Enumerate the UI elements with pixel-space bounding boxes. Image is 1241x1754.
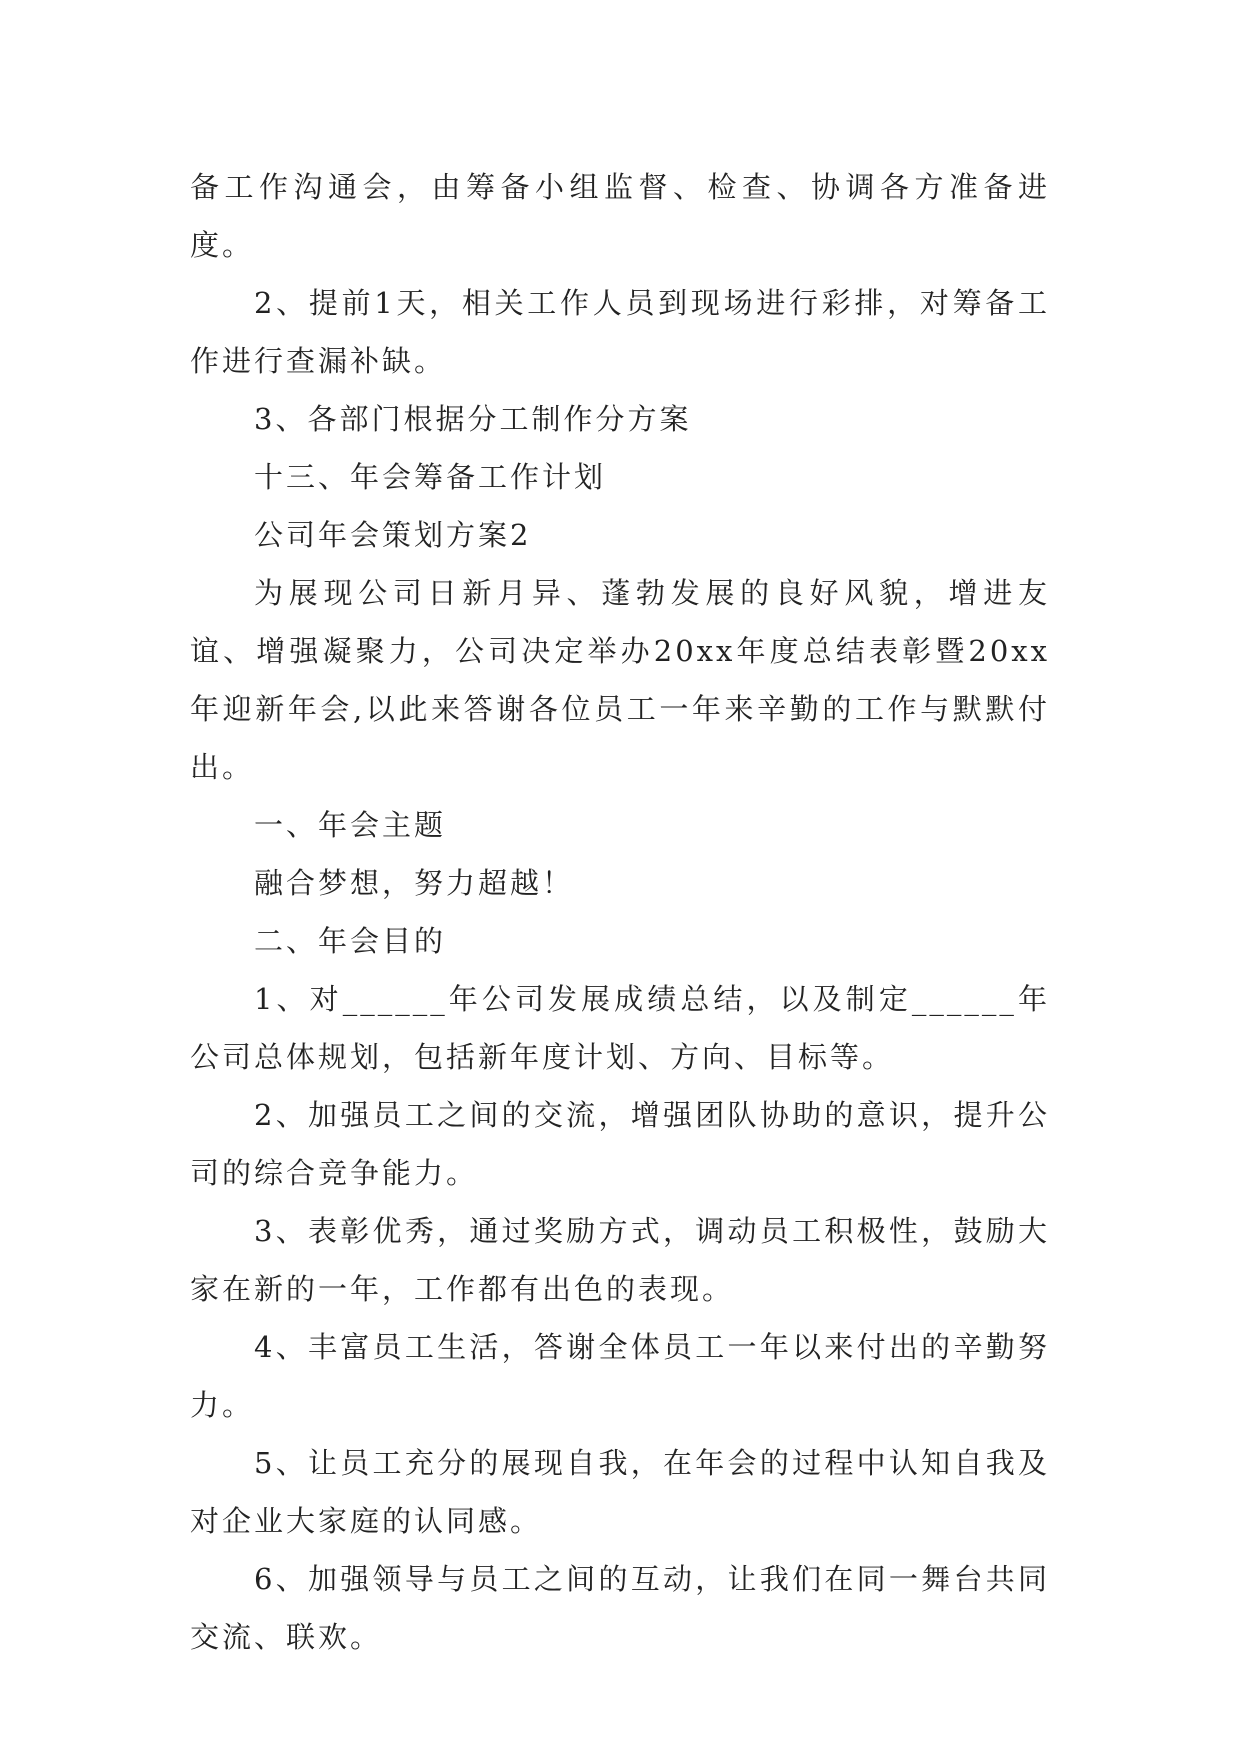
paragraph: 为展现公司日新月异、蓬勃发展的良好风貌，增进友谊、增强凝聚力，公司决定举办20xx年度总结表彰暨20xx年迎新年会,以此来答谢各位员工一年来辛勤的工作与默默付出。: [190, 576, 1050, 784]
document-body: [190, 158, 1050, 1666]
list-item: 4、丰富员工生活，答谢全体员工一年以来付出的辛勤努力。: [190, 1330, 1050, 1422]
section-heading: 十三、年会筹备工作计划: [254, 460, 607, 494]
list-item: 6、加强领导与员工之间的互动，让我们在同一舞台共同交流、联欢。: [190, 1562, 1050, 1654]
paragraph: 2、提前1天，相关工作人员到现场进行彩排，对筹备工作进行查漏补缺。: [190, 286, 1050, 378]
list-item: 2、加强员工之间的交流，增强团队协助的意识，提升公司的综合竞争能力。: [190, 1098, 1050, 1190]
list-item: 5、让员工充分的展现自我，在年会的过程中认知自我及对企业大家庭的认同感。: [190, 1446, 1050, 1538]
paragraph: 融合梦想，努力超越！: [254, 866, 575, 900]
section-heading: 一、年会主题: [254, 808, 447, 842]
paragraph: 备工作沟通会，由筹备小组监督、检查、协调各方准备进度。: [190, 170, 1050, 262]
list-item: 3、表彰优秀，通过奖励方式，调动员工积极性，鼓励大家在新的一年，工作都有出色的表现。: [190, 1214, 1050, 1306]
document-title: 公司年会策划方案2: [254, 518, 532, 552]
list-item: 1、对______年公司发展成绩总结，以及制定______年公司总体规划，包括新年度计划、方向、目标等。: [190, 982, 1050, 1074]
section-heading: 二、年会目的: [254, 924, 447, 958]
paragraph: 3、各部门根据分工制作分方案: [254, 402, 692, 436]
